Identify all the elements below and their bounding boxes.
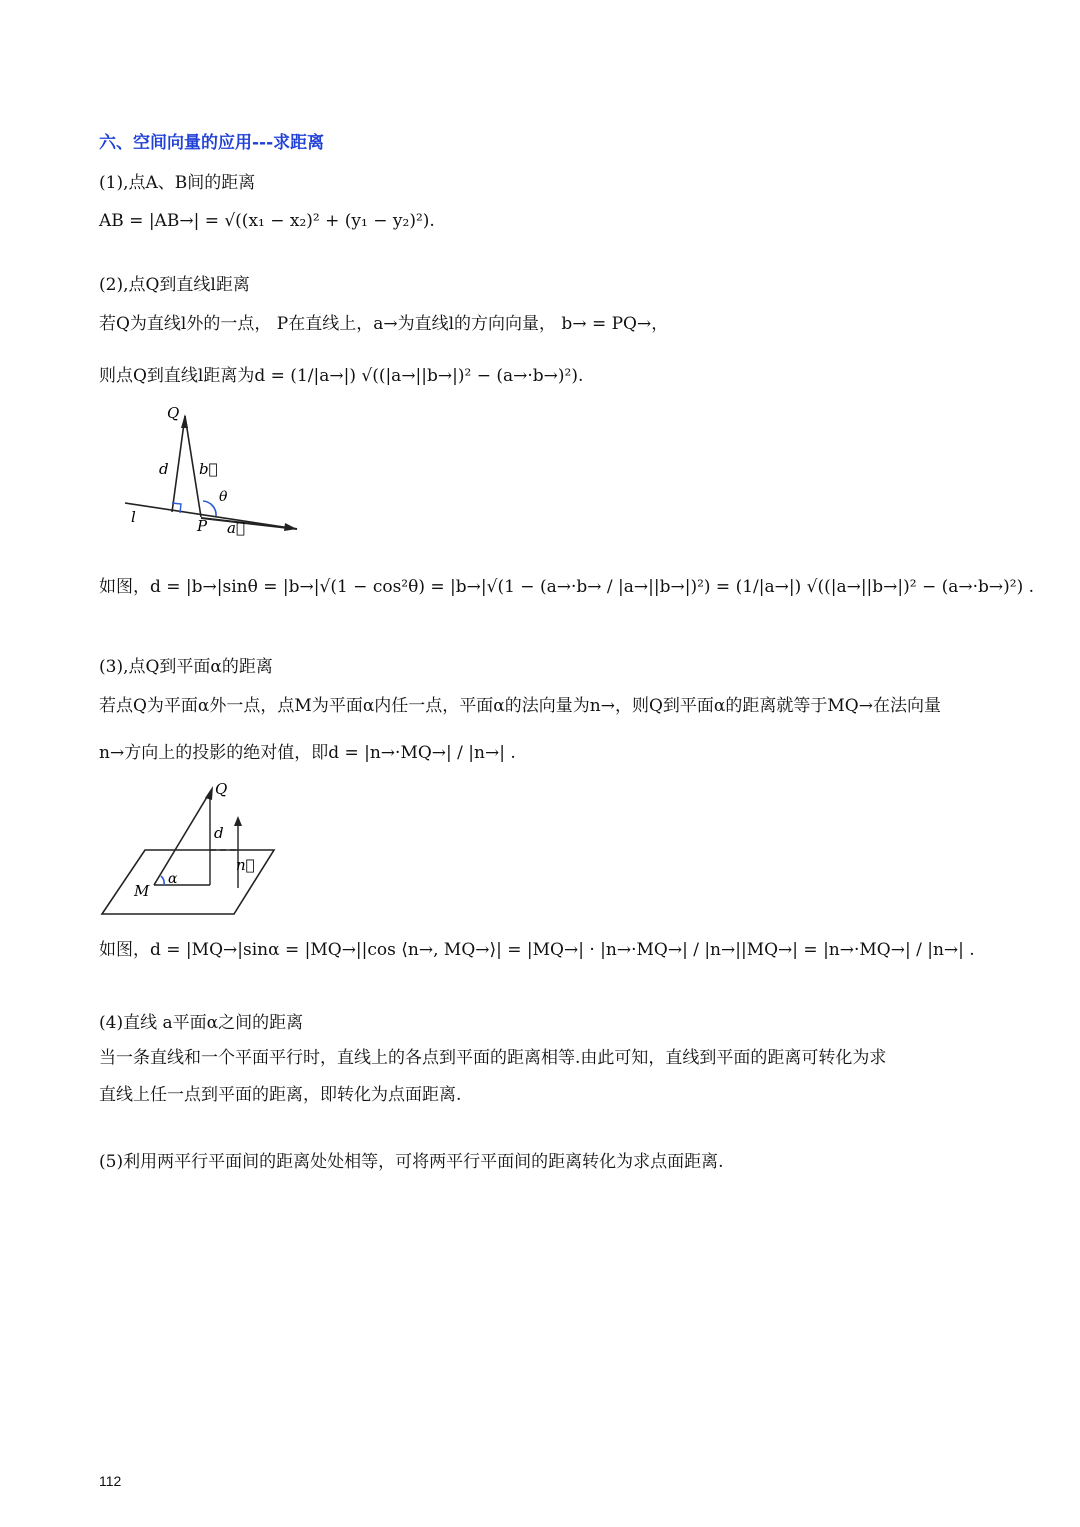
fig2-label-M: M: [134, 882, 150, 900]
section-heading: 六、空间向量的应用---求距离: [99, 133, 325, 153]
s3-title: (3),点Q到平面α的距离: [99, 657, 273, 677]
fig1-label-P: P: [197, 517, 208, 535]
s3-derivation-formula: d = |MQ→|sinα = |MQ→||cos ⟨n→, MQ→⟩| = |MQ→| · |n→·MQ→| / |n→||MQ→| = |n→·MQ→| / |n→| .: [150, 940, 975, 960]
s2-result-formula: d = (1/|a→|) √((|a→||b→|)² − (a→·b→)²).: [254, 366, 584, 386]
fig1-label-d: d: [159, 460, 169, 478]
fig2-label-alpha: α: [168, 871, 178, 887]
s3-desc2: n→方向上的投影的绝对值，即d = |n→·MQ→| / |n→| .: [99, 743, 516, 763]
s1-title: (1),点A、B间的距离: [99, 173, 256, 193]
fig1-label-Q: Q: [167, 404, 180, 422]
page-number: 112: [99, 1473, 122, 1489]
s3-desc1: 若点Q为平面α外一点，点M为平面α内任一点，平面α的法向量为n→，则Q到平面α的距离就等于MQ→在法向量: [99, 696, 941, 716]
fig2-label-n: n⃗: [236, 856, 255, 874]
s2-result: [99, 364, 583, 388]
s2-result-prefix: 则点Q到直线l距离为: [99, 366, 255, 386]
fig1-label-l: l: [131, 508, 136, 526]
s2-desc: 若Q为直线l外的一点， P在直线上，a→为直线l的方向向量， b→ = PQ→，: [99, 314, 669, 334]
s5-text: (5)利用两平行平面间的距离处处相等，可将两平行平面间的距离转化为求点面距离.: [99, 1152, 724, 1172]
s2-derivation-prefix: 如图，: [99, 577, 150, 597]
point-plane-figure: [98, 778, 288, 920]
fig1-label-a: a⃗: [227, 519, 245, 537]
s4-title: (4)直线 a平面α之间的距离: [99, 1013, 304, 1033]
fig1-label-b: b⃗: [199, 460, 218, 478]
s3-derivation-prefix: 如图，: [99, 940, 150, 960]
s2-derivation: [99, 575, 1034, 599]
s1-formula: AB = |AB→| = √((x₁ − x₂)² + (y₁ − y₂)²).: [99, 211, 435, 231]
s2-title: (2),点Q到直线l距离: [99, 275, 250, 295]
fig2-label-Q: Q: [215, 780, 228, 798]
s3-derivation: [99, 938, 975, 962]
fig2-label-d: d: [214, 824, 224, 842]
s2-derivation-formula: d = |b→|sinθ = |b→|√(1 − cos²θ) = |b→|√(1 − (a→·b→ / |a→||b→|)²) = (1/|a→|) √((|a→||b→|)² − (a→·b→)²) .: [150, 577, 1035, 597]
s4-paragraph-1: 当一条直线和一个平面平行时，直线上的各点到平面的距离相等.由此可知，直线到平面的距离可转化为求: [99, 1048, 887, 1068]
fig1-label-theta: θ: [219, 489, 228, 505]
s4-paragraph-2: 直线上任一点到平面的距离，即转化为点面距离.: [99, 1085, 462, 1105]
point-line-figure: [115, 400, 315, 540]
